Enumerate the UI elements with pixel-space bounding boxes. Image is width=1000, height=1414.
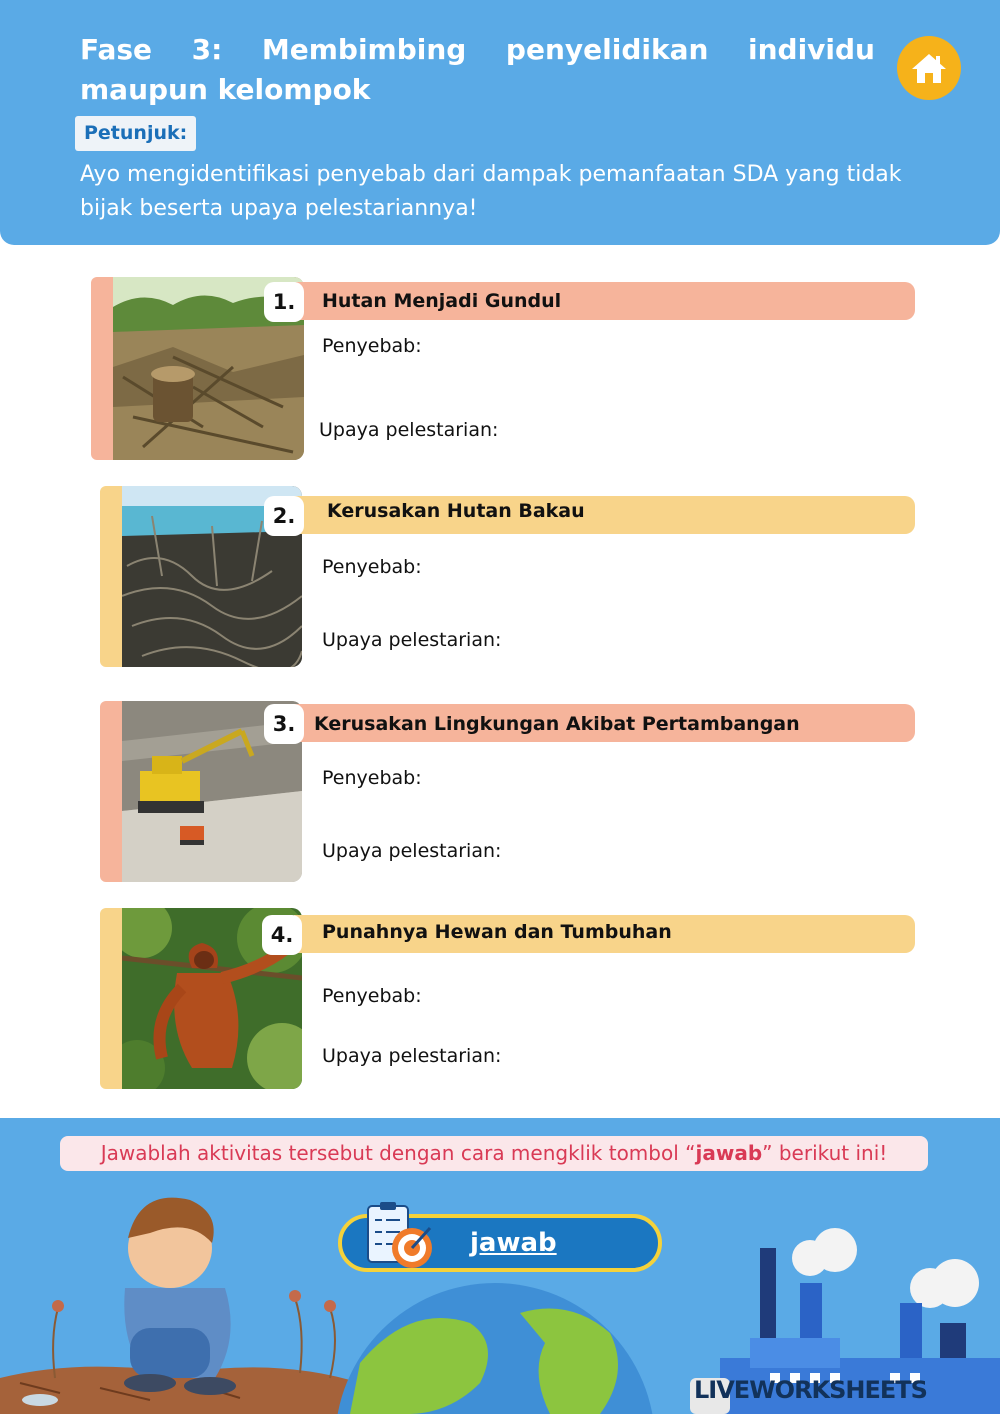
earth-illustration <box>330 1283 660 1414</box>
sad-child-illustration <box>0 1178 360 1414</box>
checklist-target-icon <box>360 1198 440 1278</box>
cause-label: Penyebab: <box>322 767 422 789</box>
footer-note-text-end: ” berikut ini! <box>762 1141 888 1165</box>
activity-card-3 <box>0 701 1000 884</box>
home-button[interactable] <box>897 36 961 100</box>
card-title: Kerusakan Hutan Bakau <box>327 500 585 522</box>
cause-label: Penyebab: <box>322 335 422 357</box>
preservation-label: Upaya pelestarian: <box>322 840 502 862</box>
card-number: 4. <box>262 915 302 955</box>
cause-label: Penyebab: <box>322 556 422 578</box>
jawab-button[interactable] <box>338 1214 662 1272</box>
card-title: Hutan Menjadi Gundul <box>322 290 562 312</box>
activity-card-4 <box>0 908 1000 1091</box>
card-number: 3. <box>264 704 304 744</box>
card-title: Kerusakan Lingkungan Akibat Pertambangan <box>314 713 800 735</box>
liveworksheets-logo: LIVEWORKSHEETS <box>694 1376 927 1404</box>
footer <box>0 1118 1000 1414</box>
cause-label: Penyebab: <box>322 985 422 1007</box>
jawab-button-label: jawab <box>470 1228 557 1258</box>
home-icon <box>910 51 948 85</box>
header <box>0 0 1000 245</box>
preservation-label: Upaya pelestarian: <box>322 629 502 651</box>
card-title: Punahnya Hewan dan Tumbuhan <box>322 921 672 943</box>
activity-card-2 <box>0 486 1000 668</box>
instruction-label: Petunjuk: <box>75 116 196 151</box>
footer-note-bold: jawab <box>695 1141 763 1165</box>
preservation-label: Upaya pelestarian: <box>319 419 499 441</box>
instruction-text: Ayo mengidentifikasi penyebab dari dampak pemanfaatan SDA yang tidak bijak beserta upaya pelestariannya! <box>80 162 902 221</box>
card-number: 1. <box>264 282 304 322</box>
page-title: Fase 3: Membimbing penyelidikan individu maupun kelompok <box>80 33 875 106</box>
activity-card-1 <box>0 277 1000 462</box>
card-number: 2. <box>264 496 304 536</box>
footer-instruction <box>60 1136 928 1171</box>
footer-note-text: Jawablah aktivitas tersebut dengan cara mengklik tombol “ <box>100 1141 696 1165</box>
preservation-label: Upaya pelestarian: <box>322 1045 502 1067</box>
